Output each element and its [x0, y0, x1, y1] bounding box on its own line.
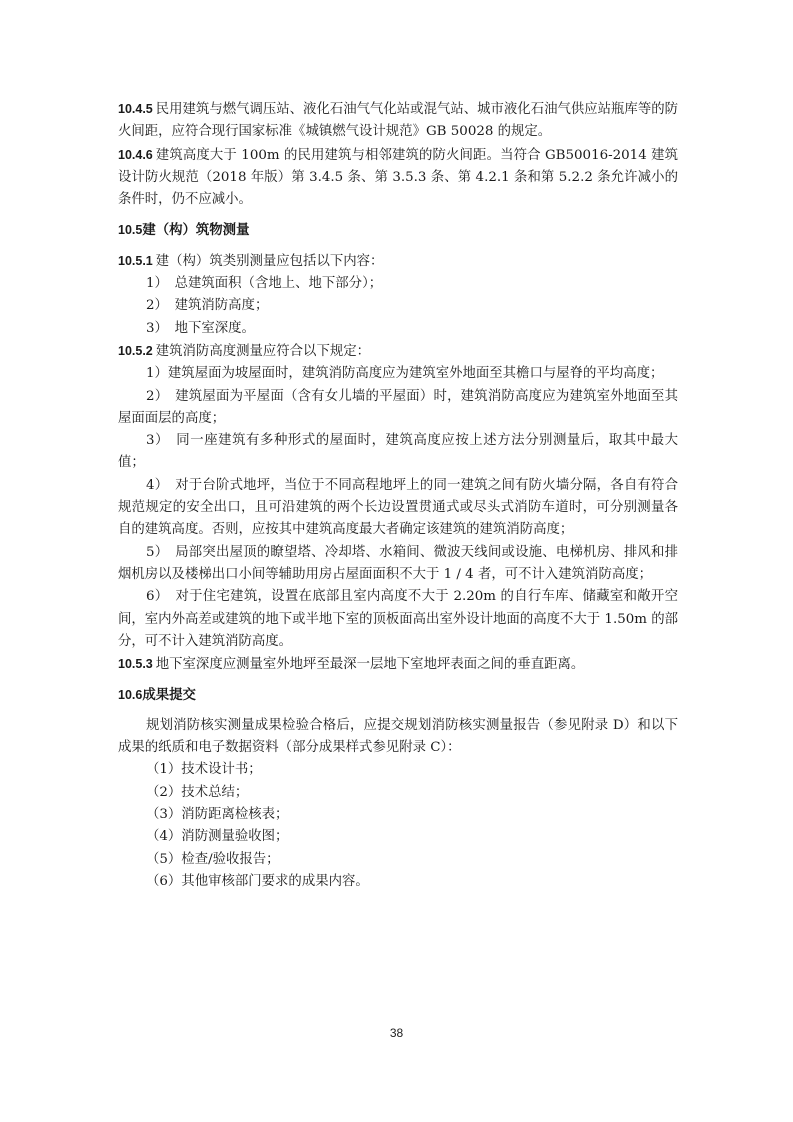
list-item: 2） 建筑屋面为平屋面（含有女儿墙的平屋面）时，建筑消防高度应为建筑室外地面至其屋面面层的高度； [118, 388, 678, 426]
list-item: （2）技术总结； [146, 784, 249, 800]
clause-10-5-1 [118, 250, 678, 273]
clause-text: 民用建筑与燃气调压站、液化石油气气化站或混气站、城市液化石油气供应站瓶库等的防火间距，应符合现行国家标准《城镇燃气设计规范》GB 50028 的规定。 [118, 102, 678, 140]
section-heading-10-5 [118, 219, 678, 241]
clause-text: 建（构）筑类别测量应包括以下内容： [155, 253, 384, 269]
list-item: 4） 对于台阶式地坪，当位于不同高程地坪上的同一建筑之间有防火墙分隔，各自有符合规范规定的安全出口，且可沿建筑的两个长边设置贯通式或尽头式消防车道时，可分别测量各自的建筑高度。否则，应按其中建筑高度最大者确定该建筑的建筑消防高度； [118, 477, 678, 538]
list-item: 1） 总建筑面积（含地上、地下部分）； [146, 276, 383, 292]
page-number: 38 [389, 1026, 404, 1040]
clause-text: 地下室深度应测量室外地坪至最深一层地下室地坪表面之间的垂直距离。 [155, 657, 585, 673]
clause-text: 建筑高度大于 100m 的民用建筑与相邻建筑的防火间距。当符合 GB50016-2014 建筑设计防火规范（2018 年版）第 3.4.5 条、第 3.5.3 条、第 4.2.1 条和第 5.2.2 条允许减小的条件时，仍不应减小。 [118, 147, 678, 208]
section-heading-10-6 [118, 684, 678, 706]
section-number: 10.5 [118, 223, 143, 238]
clause-text: 建筑消防高度测量应符合以下规定： [155, 343, 371, 359]
section-intro: 规划消防核实测量成果检验合格后，应提交规划消防核实测量报告（参见附录 D）和以下成果的纸质和电子数据资料（部分成果样式参见附录 C）： [118, 717, 678, 756]
list-item: 1）建筑屋面为坡屋面时，建筑消防高度应为建筑室外地面至其檐口与屋脊的平均高度； [146, 366, 664, 382]
list-item: 3） 同一座建筑有多种形式的屋面时，建筑高度应按上述方法分别测量后，取其中最大值； [118, 433, 678, 471]
clause-number: 10.4.5 [118, 102, 153, 116]
section-title: 建（构）筑物测量 [142, 222, 250, 238]
section-number: 10.6 [118, 688, 143, 703]
section-title: 成果提交 [142, 687, 196, 703]
list-item: （3）消防距离检核表； [146, 806, 289, 822]
list-item: （5）检查/验收报告； [146, 851, 280, 867]
clause-number: 10.5.3 [118, 657, 153, 672]
clause-10-4-5 [118, 98, 678, 144]
clause-number: 10.5.2 [118, 343, 153, 358]
list-item: （1）技术设计书； [146, 762, 262, 778]
list-item: 3） 地下室深度。 [146, 320, 255, 336]
clause-10-4-6 [118, 144, 678, 212]
clause-10-5-2 [118, 340, 678, 363]
list-item: 2） 建筑消防高度； [146, 298, 269, 314]
list-item: （6）其他审核部门要求的成果内容。 [146, 873, 369, 889]
clause-number: 10.5.1 [118, 253, 153, 268]
clause-10-5-3 [118, 653, 678, 676]
list-item: 5） 局部突出屋顶的瞭望塔、冷却塔、水箱间、微波天线间或设施、电梯机房、排风和排烟机房以及楼梯出口小间等辅助用房占屋面面积不大于 1 / 4 者，可不计入建筑消防高度； [118, 544, 678, 582]
list-item: （4）消防测量验收图； [146, 829, 289, 845]
list-item: 6） 对于住宅建筑，设置在底部且室内高度不大于 2.20m 的自行车库、储藏室和敞开空间，室内外高差或建筑的地下或半地下室的顶板面高出室外设计地面的高度不大于 1.50m 的部分，可不计入建筑消防高度。 [118, 589, 678, 649]
page-content [118, 95, 678, 893]
clause-number: 10.4.6 [118, 147, 153, 162]
